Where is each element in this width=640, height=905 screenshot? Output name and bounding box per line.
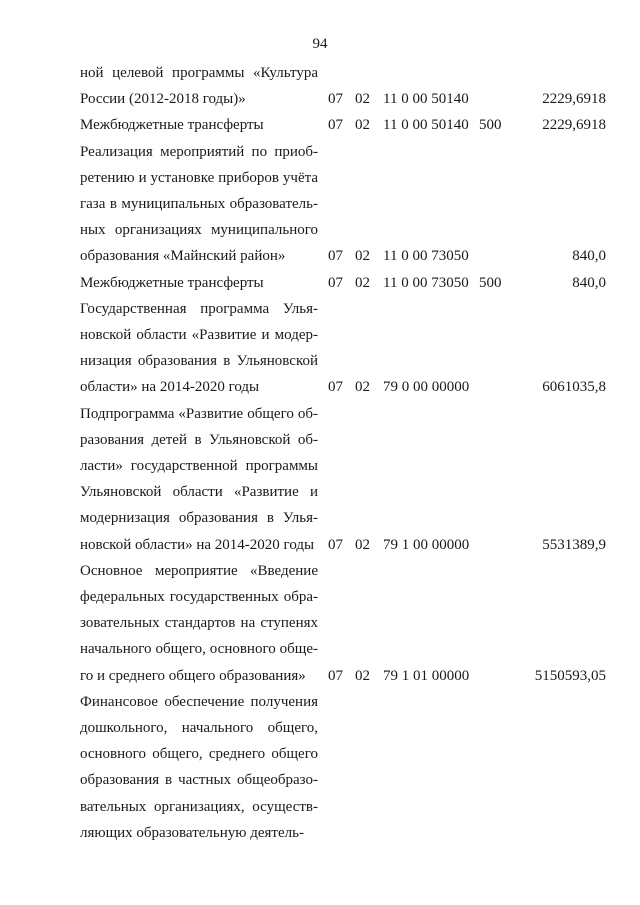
row-0-target-article: 11 0 00 50140 xyxy=(383,91,469,107)
row-6-razdel: 07 xyxy=(328,668,343,684)
row-6-podrazdel: 02 xyxy=(355,668,370,684)
row-3-razdel: 07 xyxy=(328,275,343,291)
row-4-description-line: низация образования в Ульяновской xyxy=(80,353,318,369)
row-1-expense-type: 500 xyxy=(479,117,502,133)
row-4-description-line: области» на 2014-2020 годы xyxy=(80,379,260,395)
row-7-description-line: образования в частных общеобразо- xyxy=(80,772,318,788)
row-2-description-line: газа в муниципальных образователь- xyxy=(80,196,318,212)
row-6-description-line: го и среднего общего образования» xyxy=(80,668,306,684)
row-1-amount: 2229,6918 xyxy=(542,117,606,133)
row-5-razdel: 07 xyxy=(328,537,343,553)
row-5-description-line: разования детей в Ульяновской об- xyxy=(80,432,318,448)
row-1-description-line: Межбюджетные трансферты xyxy=(80,117,264,133)
row-5-description-line: Ульяновской области «Развитие и xyxy=(80,484,318,500)
row-4-description-line: Государственная программа Улья- xyxy=(80,301,318,317)
row-3-podrazdel: 02 xyxy=(355,275,370,291)
row-2-description-line: образования «Майнский район» xyxy=(80,248,286,264)
row-6-description-line: федеральных государственных обра- xyxy=(80,589,318,605)
row-3-expense-type: 500 xyxy=(479,275,502,291)
row-6-description-line: зовательных стандартов на ступенях xyxy=(80,615,318,631)
page-number: 94 xyxy=(312,36,328,52)
row-1-podrazdel: 02 xyxy=(355,117,370,133)
row-7-description-line: вательных организациях, осуществ- xyxy=(80,799,318,815)
row-3-amount: 840,0 xyxy=(572,275,606,291)
row-4-description-line: новской области «Развитие и модер- xyxy=(80,327,318,343)
row-2-razdel: 07 xyxy=(328,248,343,264)
row-7-description-line: ляющих образовательную деятель- xyxy=(80,825,304,841)
row-6-amount: 5150593,05 xyxy=(534,668,606,684)
row-5-target-article: 79 1 00 00000 xyxy=(383,537,470,553)
row-5-description-line: новской области» на 2014-2020 годы xyxy=(80,537,315,553)
row-5-description-line: ласти» государственной программы xyxy=(80,458,318,474)
row-0-podrazdel: 02 xyxy=(355,91,370,107)
row-4-podrazdel: 02 xyxy=(355,379,370,395)
row-5-description-line: Подпрограмма «Развитие общего об- xyxy=(80,406,318,422)
row-6-target-article: 79 1 01 00000 xyxy=(383,668,470,684)
row-0-razdel: 07 xyxy=(328,91,343,107)
row-2-description-line: Реализация мероприятий по приоб- xyxy=(80,144,318,160)
row-3-target-article: 11 0 00 73050 xyxy=(383,275,469,291)
row-4-target-article: 79 0 00 00000 xyxy=(383,379,470,395)
row-1-target-article: 11 0 00 50140 xyxy=(383,117,469,133)
row-6-description-line: Основное мероприятие «Введение xyxy=(80,563,318,579)
row-7-description-line: дошкольного, начального общего, xyxy=(80,720,318,736)
row-0-amount: 2229,6918 xyxy=(542,91,606,107)
row-4-amount: 6061035,8 xyxy=(542,379,606,395)
row-5-amount: 5531389,9 xyxy=(542,537,606,553)
row-5-podrazdel: 02 xyxy=(355,537,370,553)
row-2-amount: 840,0 xyxy=(572,248,606,264)
row-5-description-line: модернизация образования в Улья- xyxy=(80,510,318,526)
row-0-description-line: ной целевой программы «Культура xyxy=(80,65,318,81)
row-7-description-line: Финансовое обеспечение получения xyxy=(80,694,318,710)
row-2-description-line: ных организациях муниципального xyxy=(80,222,318,238)
row-7-description-line: основного общего, среднего общего xyxy=(80,746,318,762)
row-2-podrazdel: 02 xyxy=(355,248,370,264)
row-2-target-article: 11 0 00 73050 xyxy=(383,248,469,264)
row-4-razdel: 07 xyxy=(328,379,343,395)
row-6-description-line: начального общего, основного обще- xyxy=(80,641,318,657)
row-2-description-line: ретению и установке приборов учёта xyxy=(80,170,318,186)
row-1-razdel: 07 xyxy=(328,117,343,133)
row-0-description-line: России (2012-2018 годы)» xyxy=(80,91,246,107)
row-3-description-line: Межбюджетные трансферты xyxy=(80,275,264,291)
